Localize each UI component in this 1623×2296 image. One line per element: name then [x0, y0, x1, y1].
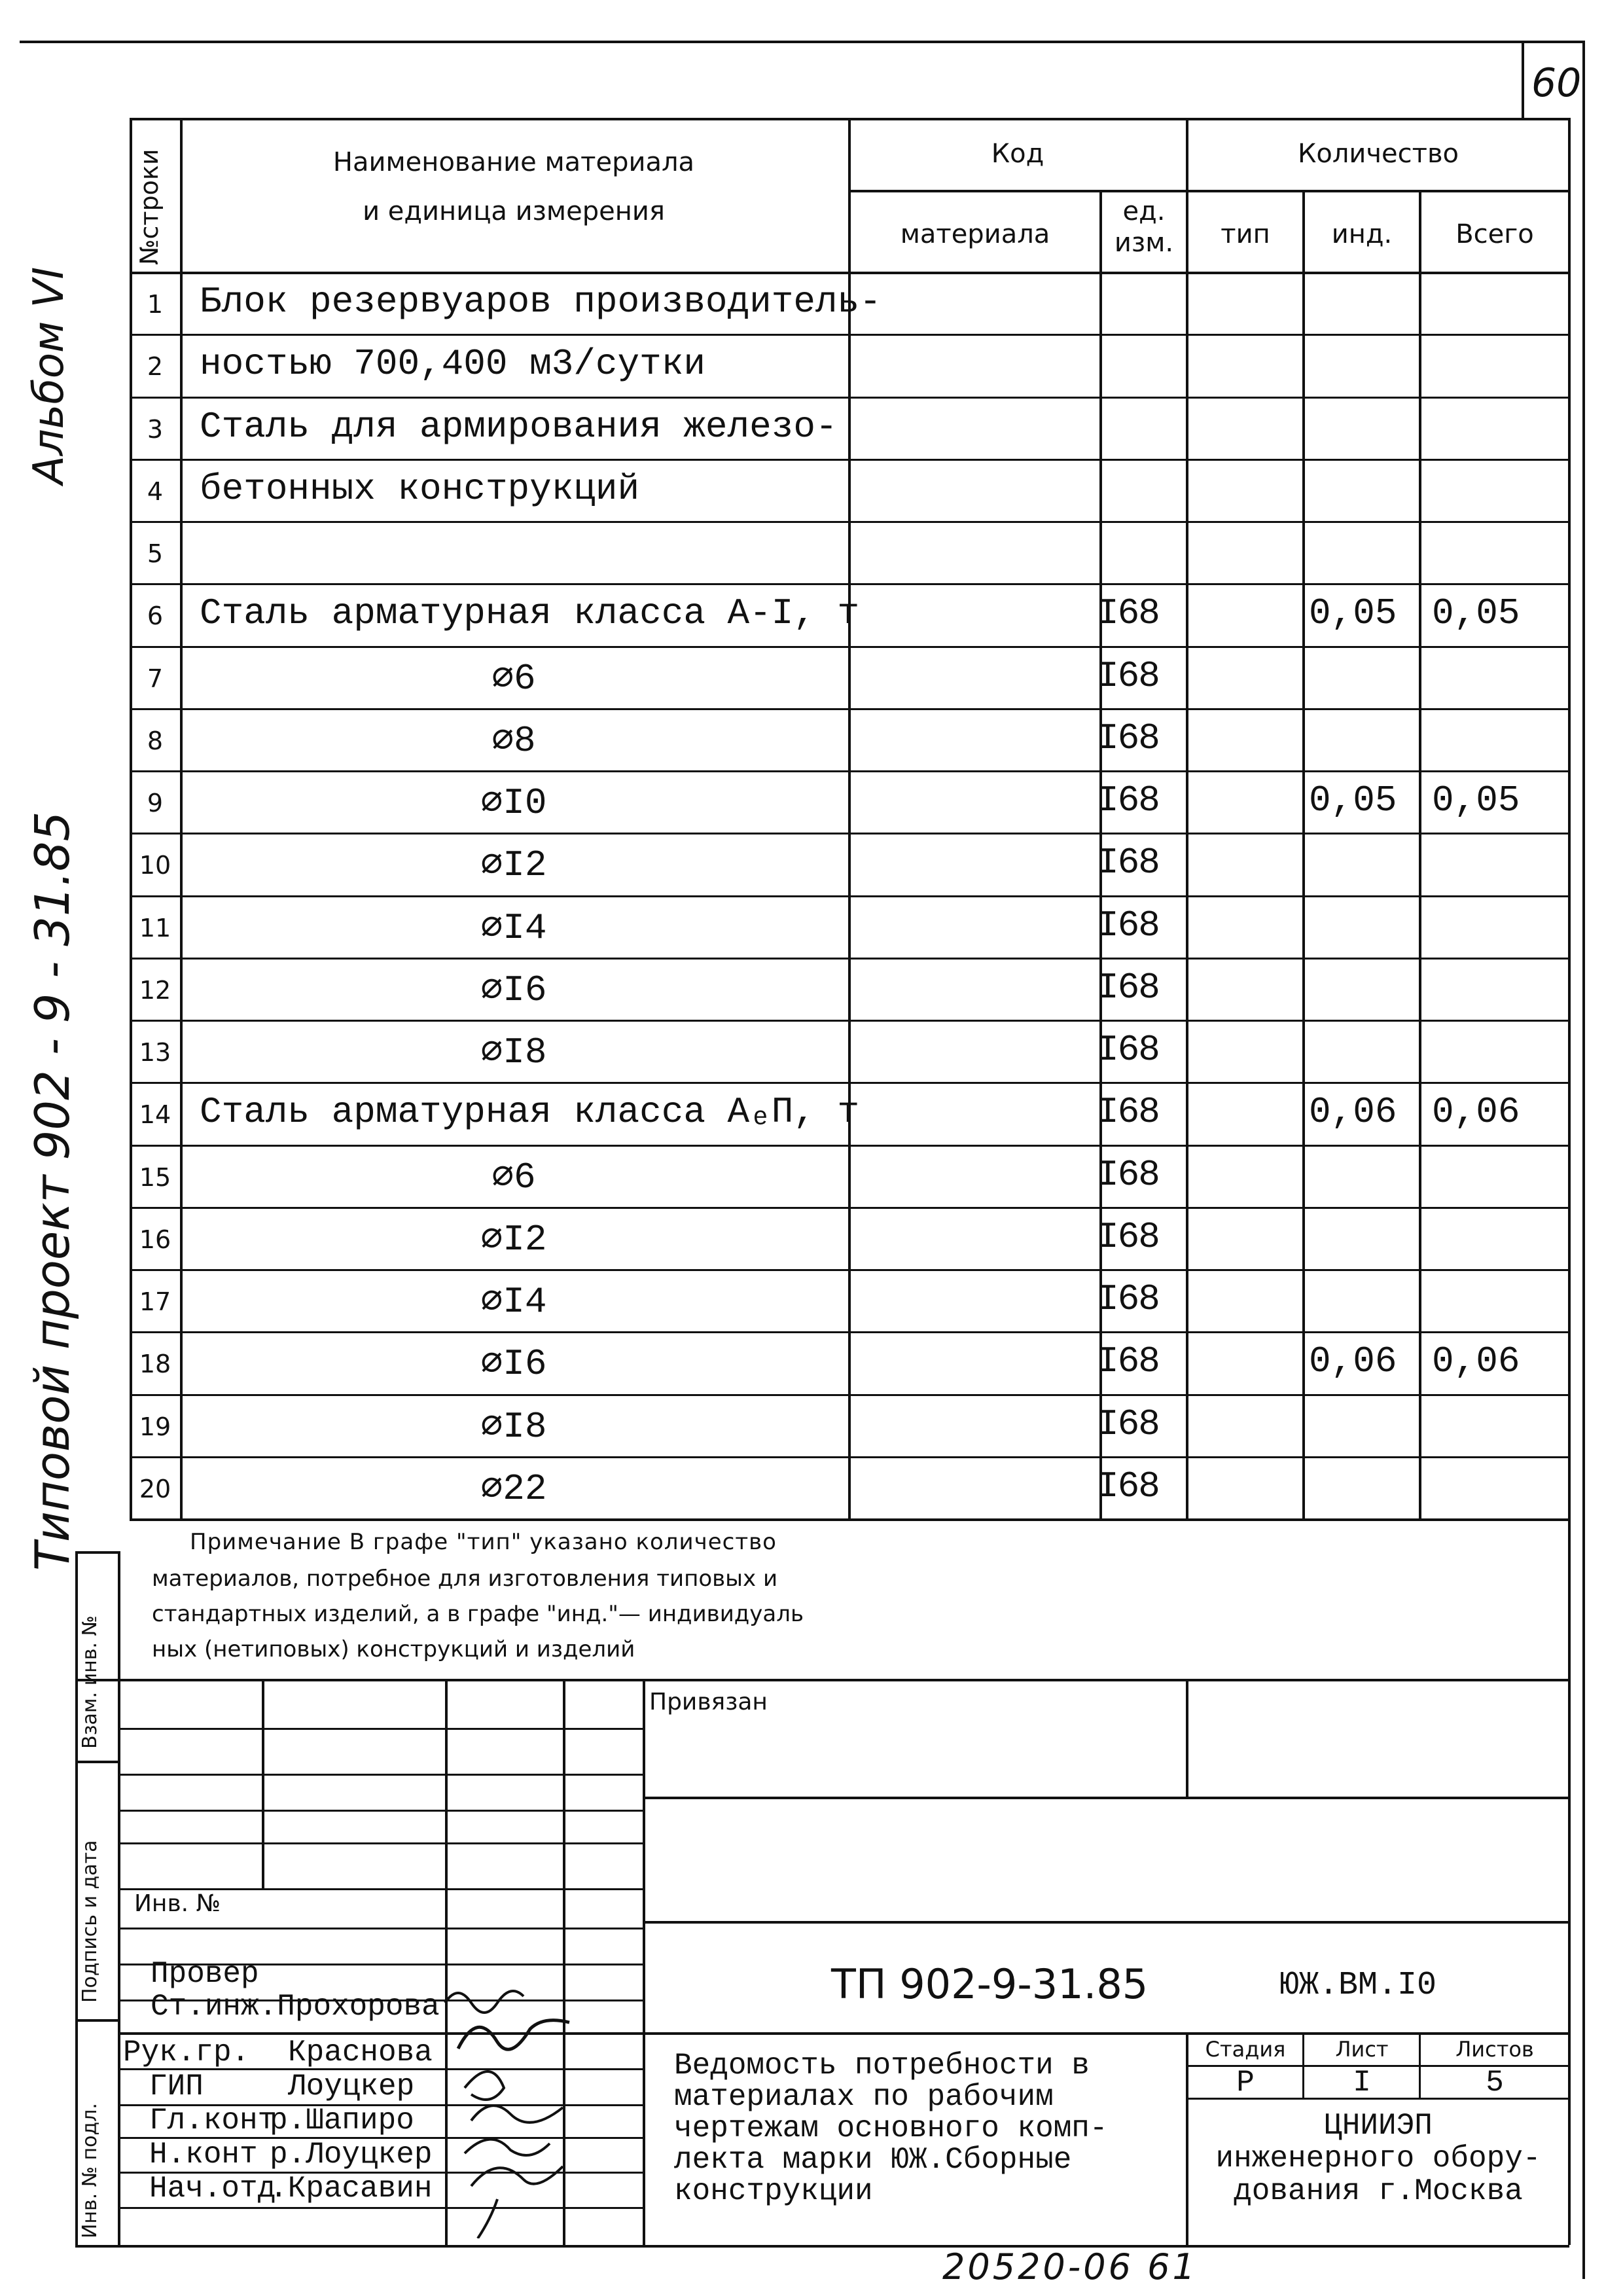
header-mid-line	[848, 190, 1568, 192]
header-qty: Количество	[1297, 139, 1459, 169]
row-number: 19	[139, 1412, 171, 1441]
row-total: 0,06	[1432, 1340, 1520, 1383]
header-name-2: и единица измерения	[363, 196, 665, 226]
note-line-4: ных (нетиповых) конструкций и изделий	[152, 1636, 635, 1662]
row-ind: 0,06	[1309, 1091, 1397, 1134]
row-unit: I68	[1097, 1278, 1159, 1320]
row-unit: I68	[1097, 1091, 1159, 1134]
row-line	[130, 334, 1569, 336]
row-number: 7	[147, 664, 164, 693]
row-ind: 0,06	[1309, 1340, 1397, 1383]
row-material-name: ⌀I6	[480, 969, 547, 1011]
row-material-name: Сталь арматурная класса А-I, т	[200, 592, 860, 635]
side-album-label: Альбом VI	[25, 266, 73, 484]
row-number: 17	[139, 1287, 171, 1316]
sig-row-1	[118, 1728, 643, 1730]
row-unit: I68	[1097, 966, 1159, 1009]
row-unit: I68	[1097, 1403, 1159, 1445]
side-strip-top	[75, 1551, 118, 1554]
row-ind: 0,05	[1309, 780, 1397, 821]
footer-number: 20520-06 61	[942, 2246, 1198, 2287]
row-line	[130, 1269, 1569, 1271]
page-number: 60	[1531, 60, 1582, 106]
header-qty-ind: инд.	[1331, 219, 1393, 249]
row-number: 15	[139, 1162, 171, 1192]
row-line	[130, 770, 1569, 772]
n-kontr-label: Н.конт	[149, 2138, 258, 2172]
row-unit: I68	[1097, 1153, 1159, 1196]
row-number: 4	[147, 476, 164, 506]
row-ind: 0,05	[1309, 592, 1397, 635]
row-material-name: ⌀I0	[480, 782, 547, 824]
sheet-header: Лист	[1335, 2037, 1389, 2062]
nach-otd-name: .Красавин	[270, 2172, 433, 2206]
note-line-1: Примечание В графе "тип" указано количество	[190, 1529, 777, 1555]
title-line-1: Ведомость потребности в	[674, 2049, 1090, 2083]
stamp-right	[1568, 1518, 1571, 2245]
side-project-label: Типовой проект 902 - 9 - 31.85	[25, 811, 80, 1571]
col-line-typ	[1302, 190, 1305, 1518]
row-material-name: Блок резервуаров производитель-	[200, 281, 882, 323]
doc-code: ТП 902-9-31.85	[831, 1960, 1149, 2008]
header-code-unit-1: ед.	[1122, 196, 1166, 226]
row-number: 3	[147, 414, 164, 444]
top-rule	[20, 41, 1584, 43]
row-unit: I68	[1097, 1215, 1159, 1258]
header-code-unit-2: изм.	[1114, 228, 1174, 258]
n-kontr-name: р.Лоуцкер	[270, 2138, 433, 2172]
stamp-bottom	[75, 2245, 1569, 2248]
row-material-name: Сталь арматурная класса АₑП, т	[200, 1091, 860, 1134]
sheet-value: I	[1353, 2066, 1371, 2100]
row-line	[130, 1020, 1569, 1022]
row-number: 9	[147, 789, 164, 817]
sheets-header: Листов	[1455, 2037, 1534, 2062]
table-right	[1568, 118, 1571, 1518]
row-material-name: ностью 700,400 м3/сутки	[200, 343, 705, 386]
side-podpis: Подпись и дата	[79, 1840, 101, 2003]
sig-row-3	[118, 1810, 643, 1812]
ruk-gr-name: Краснова	[288, 2036, 433, 2070]
row-unit: I68	[1097, 592, 1159, 635]
row-unit: I68	[1097, 1029, 1159, 1071]
row-material-name: ⌀I2	[480, 1218, 547, 1261]
title-line-5: конструкции	[674, 2174, 873, 2208]
row-material-name: ⌀6	[491, 1156, 536, 1198]
row-number: 6	[147, 601, 164, 631]
right-border	[1582, 41, 1585, 2279]
row-unit: I68	[1097, 1465, 1159, 1507]
signatures	[419, 1964, 635, 2238]
row-line	[130, 646, 1569, 648]
row-number: 5	[147, 539, 164, 568]
ruk-gr-label: Рук.гр.	[123, 2036, 250, 2070]
row-material-name: ⌀I8	[480, 1405, 547, 1448]
org-line-2: инженерного обору-	[1215, 2142, 1541, 2176]
privyazan-label: Привязан	[649, 1689, 768, 1715]
header-code: Код	[991, 139, 1044, 169]
stamp-top	[75, 1679, 1569, 1681]
row-line	[130, 833, 1569, 834]
gip-name: Лоуцкер	[288, 2070, 415, 2104]
row-material-name: ⌀I6	[480, 1343, 547, 1386]
sig-col-4	[643, 1679, 645, 2245]
gl-kontr-name: р.Шапиро	[270, 2104, 414, 2138]
note-line-3: стандартных изделий, а в графе "инд."— индивидуаль	[152, 1601, 804, 1627]
title-line-2: материалах по рабочим	[674, 2080, 1054, 2114]
row-line	[130, 708, 1569, 710]
row-line	[130, 1331, 1569, 1333]
row-line	[130, 583, 1569, 585]
row-material-name: бетонных конструкций	[200, 467, 640, 510]
stage-value: Р	[1236, 2066, 1255, 2100]
row-line	[130, 958, 1569, 960]
row-number: 1	[147, 290, 164, 319]
row-number: 18	[139, 1350, 171, 1379]
side-inv: Инв. № подл.	[79, 2103, 101, 2238]
col-line-name	[848, 118, 851, 1518]
gl-kontr-label: Гл.конт	[149, 2104, 276, 2138]
row-line	[130, 1145, 1569, 1147]
row-number: 14	[139, 1100, 171, 1130]
row-material-name: ⌀22	[480, 1467, 547, 1510]
sig-row-4	[118, 1842, 643, 1844]
row-line	[130, 895, 1569, 897]
row-material-name: ⌀I4	[480, 1281, 547, 1323]
row-line	[130, 397, 1569, 399]
header-code-mat: материала	[900, 219, 1050, 249]
row-material-name: Сталь для армирования железо-	[200, 405, 838, 448]
row-number: 8	[147, 726, 164, 755]
row-total: 0,05	[1432, 780, 1520, 821]
col-line-rowno	[180, 118, 183, 1518]
row-line	[130, 1394, 1569, 1396]
row-material-name: ⌀8	[491, 719, 536, 762]
row-line	[130, 1456, 1569, 1458]
row-number: 10	[139, 851, 171, 880]
row-number: 2	[147, 352, 164, 382]
table-bottom	[130, 1518, 1569, 1521]
sig-col-1	[262, 1679, 264, 1888]
prover-label: Провер	[151, 1957, 259, 1991]
st-inzh-label: Ст.инж.Прохорова	[151, 1990, 440, 2024]
header-qty-typ: тип	[1221, 219, 1270, 249]
title-line-4: лекта марки ЮЖ.Сборные	[674, 2143, 1072, 2177]
nach-otd-label: Нач.отд	[149, 2172, 276, 2206]
sheets-value: 5	[1486, 2066, 1504, 2100]
org-line-1: ЦНИИЭП	[1324, 2109, 1433, 2143]
row-total: 0,06	[1432, 1091, 1520, 1134]
page-number-box-line	[1522, 41, 1524, 119]
sig-row-6	[118, 1928, 643, 1929]
row-total: 0,05	[1432, 592, 1520, 635]
stage-col-2	[1419, 2032, 1421, 2098]
row-unit: I68	[1097, 655, 1159, 697]
row-number: 16	[139, 1225, 171, 1254]
sheet-code: ЮЖ.ВМ.I0	[1279, 1967, 1437, 2004]
row-line	[130, 1082, 1569, 1084]
sig-row-2	[118, 1774, 643, 1776]
org-line-3: дования г.Москва	[1234, 2174, 1523, 2208]
row-material-name: ⌀6	[491, 657, 536, 700]
side-strip-div-2	[75, 2019, 118, 2022]
title-line-3: чертежам основного комп-	[674, 2111, 1108, 2145]
col-line-ind	[1419, 190, 1421, 1518]
privyazan-line	[643, 1797, 1568, 1799]
row-unit: I68	[1097, 780, 1159, 821]
row-unit: I68	[1097, 842, 1159, 884]
row-line	[130, 459, 1569, 461]
side-strip-right	[118, 1551, 120, 2245]
code-row-top	[643, 1921, 1568, 1924]
header-qty-total: Всего	[1455, 219, 1534, 249]
row-material-name: ⌀I2	[480, 844, 547, 887]
stage-header: Стадия	[1205, 2037, 1286, 2062]
inv-no-label: Инв. №	[134, 1890, 221, 1917]
col-line-unit	[1186, 118, 1188, 1518]
side-strip-div-1	[75, 1761, 118, 1763]
title-row-top	[643, 2032, 1568, 2035]
header-bottom	[130, 272, 1569, 274]
row-unit: I68	[1097, 717, 1159, 759]
side-vzam: Взам. инв. №	[79, 1615, 101, 1749]
row-material-name: ⌀I4	[480, 906, 547, 949]
stage-col-1	[1302, 2032, 1304, 2098]
row-material-name: ⌀I8	[480, 1031, 547, 1073]
row-number: 20	[139, 1474, 171, 1503]
row-unit: I68	[1097, 904, 1159, 946]
row-unit: I68	[1097, 1340, 1159, 1383]
row-line	[130, 521, 1569, 523]
header-name: Наименование материала	[332, 147, 695, 177]
row-number: 13	[139, 1038, 171, 1067]
side-strip-left	[75, 1551, 78, 2245]
header-row-no: №строки	[135, 149, 164, 265]
row-line	[130, 1207, 1569, 1209]
gip-label: ГИП	[149, 2070, 204, 2104]
note-line-2: материалов, потребное для изготовления типовых и	[152, 1566, 778, 1592]
privyazan-div	[1186, 1679, 1188, 1797]
row-number: 12	[139, 975, 171, 1005]
row-number: 11	[139, 913, 171, 942]
